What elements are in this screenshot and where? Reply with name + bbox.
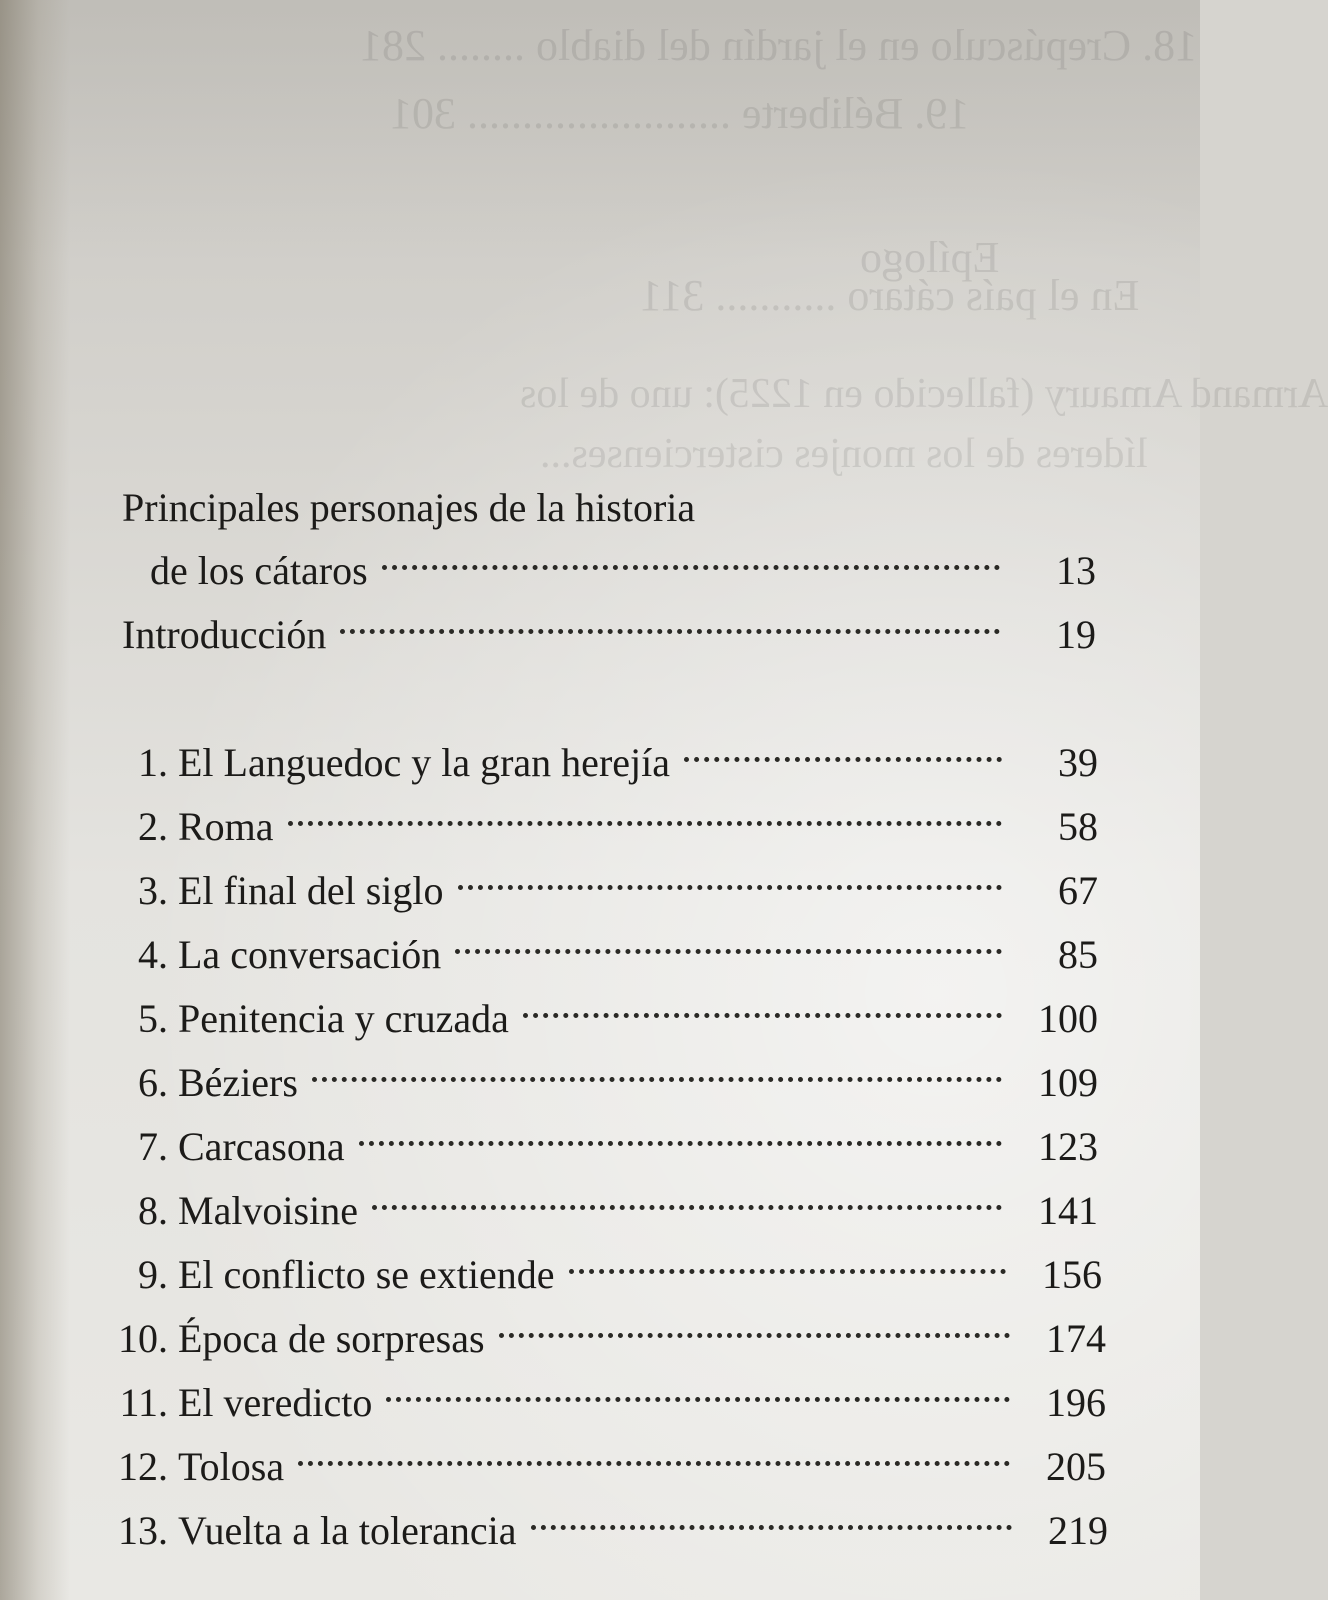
chapter-title: Malvoisine [178,1188,358,1233]
chapter-number: 9. [138,1252,168,1297]
toc-chapter-entry[interactable] [90,908,1098,977]
chapter-title: Penitencia y cruzada [178,996,509,1041]
chapter-number: 13. [118,1508,168,1553]
toc-chapter-entry[interactable] [90,1228,1102,1297]
toc-chapter-entry[interactable] [90,1484,1108,1553]
toc-entry-introduccion[interactable] [122,588,1096,657]
chapter-number: 8. [138,1188,168,1233]
toc-entry-personajes-line1: Principales personajes de la historia [122,485,696,530]
chapter-page-number: 196 [1046,1380,1106,1425]
dot-leader [531,1484,1012,1544]
dot-leader [372,1164,1002,1224]
dot-leader [523,972,1002,1032]
chapter-title: El veredicto [178,1380,373,1425]
toc-chapter-entry[interactable] [90,780,1098,849]
dot-leader [386,1356,1010,1416]
dot-leader [312,1036,1002,1096]
toc-chapter-entry[interactable] [90,844,1098,913]
toc-chapter-entry[interactable] [90,1420,1106,1489]
chapter-page-number: 109 [1038,1060,1098,1105]
toc-chapter-entry[interactable] [90,1164,1098,1233]
toc-chapter-entry[interactable] [90,1036,1098,1105]
chapter-page-number: 67 [1058,868,1098,913]
chapter-page-number: 174 [1046,1316,1106,1361]
dot-leader [499,1292,1010,1352]
chapter-number: 5. [138,996,168,1041]
chapter-page-number: 39 [1058,740,1098,785]
chapter-number: 11. [119,1380,168,1425]
chapter-number: 1. [138,740,168,785]
dot-leader [455,908,1002,968]
chapter-number: 6. [138,1060,168,1105]
bleed-through-line: En el país cátaro ........... 311 [640,271,1140,320]
toc-chapter-entry[interactable] [90,716,1098,785]
toc-entry-personajes[interactable] [150,524,1096,593]
chapter-number: 4. [138,932,168,977]
chapter-title: El conflicto se extiende [178,1252,555,1297]
dot-leader [458,844,1002,904]
chapter-title: Época de sorpresas [178,1316,485,1361]
chapter-title: El final del siglo [178,868,444,913]
chapter-title: Tolosa [178,1444,285,1489]
chapter-title: Béziers [178,1060,298,1105]
chapter-page-number: 156 [1042,1252,1102,1297]
chapter-page-number: 85 [1058,932,1098,977]
toc-entry-title: Introducción [122,612,327,657]
chapter-title: Vuelta a la tolerancia [178,1508,517,1553]
chapter-title: El Languedoc y la gran herejía [178,740,670,785]
dot-leader [382,524,1000,584]
toc-entry-title: de los cátaros [150,548,368,593]
chapter-page-number: 100 [1038,996,1098,1041]
chapter-number: 7. [138,1124,168,1169]
chapter-number: 10. [118,1316,168,1361]
bleed-through-line: líderes de los monjes cistercienses... [540,431,1148,477]
dot-leader [288,780,1002,840]
chapter-title: Carcasona [178,1124,345,1169]
bleed-through-line: Armand Amaury (fallecido en 1225): uno de los [520,371,1328,417]
chapter-title: Roma [178,804,274,849]
toc-page-number: 13 [1056,548,1096,593]
dot-leader [359,1100,1002,1160]
toc-chapter-entry[interactable] [90,1100,1098,1169]
chapter-number: 12. [118,1444,168,1489]
toc-chapter-entry[interactable] [90,1292,1106,1361]
chapter-page-number: 141 [1038,1188,1098,1233]
toc-chapter-entry[interactable] [90,972,1098,1041]
toc-chapter-entry[interactable] [90,1356,1106,1425]
dot-leader [569,1228,1006,1288]
dot-leader [340,588,1000,648]
chapter-page-number: 219 [1048,1508,1108,1553]
toc-page-number: 19 [1056,612,1096,657]
chapter-number: 2. [138,804,168,849]
chapter-page-number: 58 [1058,804,1098,849]
chapter-page-number: 205 [1046,1444,1106,1489]
dot-leader [684,716,1002,776]
chapter-title: La conversación [178,932,442,977]
chapter-number: 3. [138,868,168,913]
dot-leader [298,1420,1010,1480]
chapter-page-number: 123 [1038,1124,1098,1169]
